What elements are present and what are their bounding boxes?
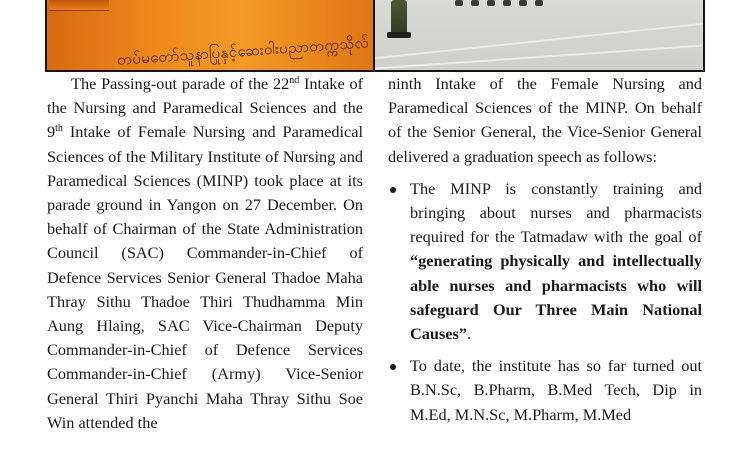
photo-institute-sign	[47, 0, 375, 70]
plaque-decoration	[49, 0, 109, 11]
ordinal-suffix: nd	[289, 75, 300, 86]
paragraph-text: The Passing-out parade of the 22	[71, 74, 290, 93]
ground-marking	[375, 23, 703, 59]
header-photos	[45, 0, 705, 72]
speech-point-text: .	[467, 324, 472, 344]
marching-row-mark	[487, 0, 495, 6]
institute-sign-text: တပ်မတော်သူနာပြုနှင့်ဆေးဝါးပညာတက္ကသိုလ်	[116, 33, 370, 69]
speech-point-text: To date, the institute has so far turned out B.N.Sc, B.Pharm, B.Med Tech, Dip in M.Ed, M.N.Sc, M.Pharm, M.Med	[410, 356, 702, 424]
ground-marking	[375, 45, 703, 70]
marching-row-mark	[503, 0, 511, 6]
ordinal-suffix: th	[55, 123, 63, 135]
marching-row-mark	[471, 0, 479, 6]
article-left-column	[47, 72, 363, 435]
article-paragraph	[47, 72, 363, 435]
marching-row-mark	[455, 0, 463, 6]
speech-point-quote: “generating physically and intellectually able nurses and pharmacists who will safeguard Our Three Main National Causes”	[410, 251, 702, 344]
soldier-boots	[387, 32, 411, 38]
article-right-column	[388, 72, 702, 435]
marching-row-mark	[535, 0, 543, 6]
speech-point-text: The MINP is constantly training and bringing about nurses and pharmacists required for the Tatmadaw with the goal of	[410, 178, 702, 247]
article-paragraph: ninth Intake of the Female Nursing and Paramedical Sciences of the MINP. On behalf of the Senior General, the Vice-Senior General delivered a graduation speech as follows:	[388, 74, 702, 166]
speech-point	[388, 354, 702, 427]
marching-row-mark	[519, 0, 527, 6]
paragraph-text: Intake of the Nursing and Paramedical Sciences and the 9	[47, 74, 364, 142]
photo-parade-ground	[375, 0, 703, 70]
speech-point	[388, 177, 702, 346]
speech-points-list	[388, 177, 702, 427]
paragraph-text: Intake of Female Nursing and Paramedical Sciences of the Military Institute of Nursing and Paramedical Sciences (MINP) took place at its parade ground in Yangon on 27 December. On behalf of Chairman of the State Administration Council (SAC) Commander-in-Chief of Defence Services Senior General Thadoe Maha Thray Sithu Thadoe Thiri Thudhamma Min Aung Hlaing, SAC Vice-Chairman Deputy Commander-in-Chief of Defence Services Commander-in-Chief (Army) Vice-Senior General Thiri Pyanchi Maha Thray Sithu Soe Win attended the	[47, 122, 363, 432]
